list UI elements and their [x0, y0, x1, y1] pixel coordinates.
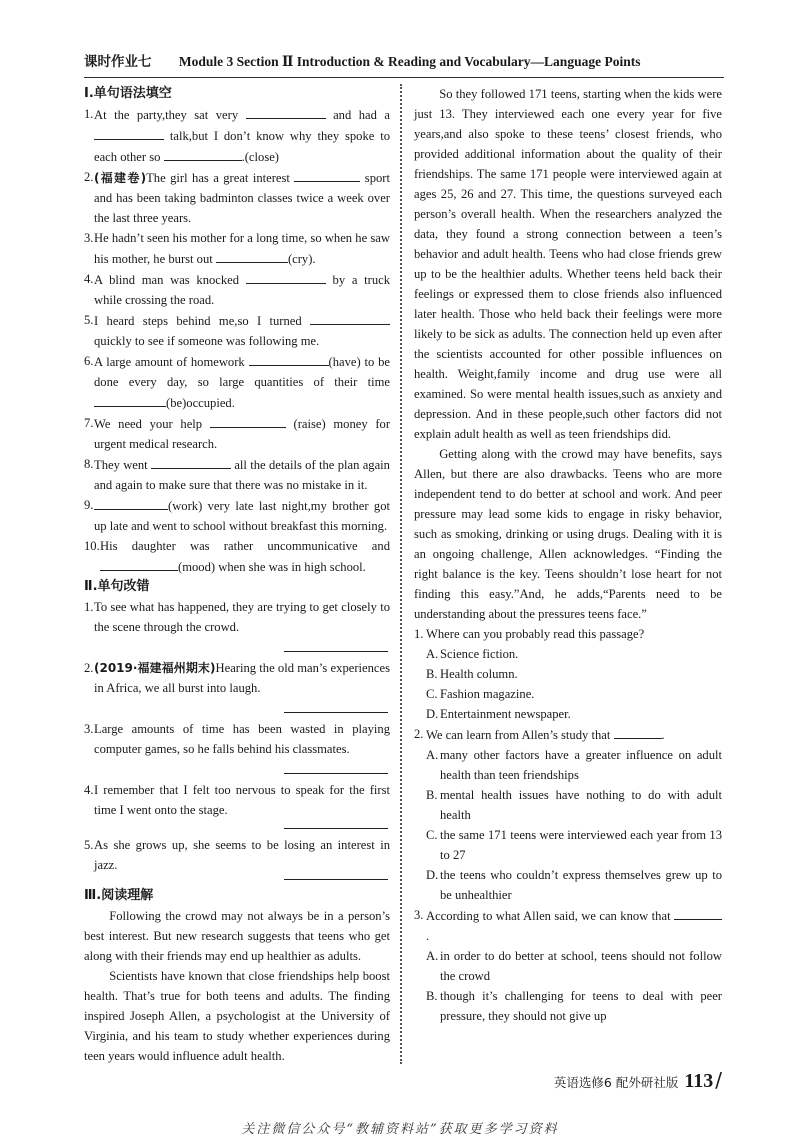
grammar-question-7: 7. We need your help (raise) money for urgent medical research. [84, 413, 390, 454]
reading-question-1: 1. Where can you probably read this passage? [414, 627, 645, 641]
answer-blank[interactable] [246, 104, 326, 119]
option-d[interactable]: D. Entertainment newspaper. [426, 707, 571, 721]
header-rule [84, 77, 724, 78]
page-title: Module 3 Section Ⅱ Introduction & Reading and Vocabulary—Language Points [178, 54, 641, 69]
option-b[interactable]: B. Health column. [426, 667, 518, 681]
option-d[interactable]: D. the teens who couldn’t express themselves grew up to be unhealthier [426, 868, 722, 902]
answer-blank[interactable] [614, 724, 662, 739]
page-header [84, 52, 724, 74]
answer-blank[interactable] [94, 392, 166, 407]
book-label: 英语选修6 配外研社版 [553, 1075, 679, 1090]
footer-slash: / [715, 1068, 722, 1092]
section-title-grammar: Ⅰ.单句语法填空 [84, 86, 172, 101]
answer-blank[interactable] [249, 351, 329, 366]
source-tag: (2019·福建福州期末) [94, 661, 216, 675]
grammar-question-8: 8. They went all the details of the plan again and again to make sure that there was no mistake in it. [84, 454, 390, 495]
reading-paragraph-2: Scientists have known that close friendships help boost health. That’s true for both teens and adults. The finding inspired Joseph Allen, a psychologist at the University of Virginia, and his team to study whether experiences during teen years would influence adult health. [84, 969, 390, 1063]
correction-question-4: 4. I remember that I felt too nervous to speak for the first time I went onto the stage. [84, 783, 390, 817]
answer-blank[interactable] [310, 310, 390, 325]
option-a[interactable]: A. Science fiction. [426, 647, 519, 661]
answer-blank[interactable] [151, 454, 231, 469]
grammar-question-2: 2. (福建卷)The girl has a great interest sport and has been taking badminton classes twice a week over the last three years. [84, 167, 390, 228]
correction-question-5: 5. As she grows up, she seems to be losing an interest in jazz. [84, 838, 390, 872]
correction-answer-line[interactable] [284, 637, 388, 652]
option-a[interactable]: A. many other factors have a greater influence on adult health than teen friendships [426, 748, 722, 782]
section-title-correction: Ⅱ.单句改错 [84, 579, 150, 594]
reading-paragraph-4: Getting along with the crowd may have benefits, says Allen, but there are also drawbacks. Teens who are more independent tend to do better at school and work. And peer pressure may lead some kids to engage in risky behavior, such as smoking, drinking or using drugs. Dealing with it is an ongoing challenge, Allen acknowledges. “Finding the right balance is the key. Teens shouldn’t lose heart for not finding this easy.”And, he adds,“Parents need to be understanding about the pressures teens face.” [414, 447, 722, 621]
grammar-question-6: 6. A large amount of homework (have) to be done every day, so large quantities of their time (be)occupied. [84, 351, 390, 413]
reading-question-3: 3. According to what Allen said, we can know that . [414, 905, 722, 946]
correction-answer-line[interactable] [284, 698, 388, 713]
answer-blank[interactable] [210, 413, 286, 428]
section-title-reading: Ⅲ.阅读理解 [84, 888, 154, 903]
reading-question-2: 2. We can learn from Allen’s study that . [414, 724, 722, 745]
correction-answer-line[interactable] [284, 759, 388, 774]
answer-blank[interactable] [94, 125, 164, 140]
right-column [414, 84, 722, 1026]
option-b[interactable]: B. mental health issues have nothing to do with adult health [426, 788, 722, 822]
answer-blank[interactable] [94, 495, 168, 510]
option-c[interactable]: C. the same 171 teens were interviewed each year from 13 to 27 [426, 828, 722, 862]
answer-blank[interactable] [294, 167, 360, 182]
column-divider [400, 84, 402, 1064]
grammar-question-4: 4. A blind man was knocked by a truck while crossing the road. [84, 269, 390, 310]
grammar-question-1: 1. At the party,they sat very and had a talk,but I don’t know why they spoke to each other so .(close) [84, 104, 390, 167]
grammar-question-5: 5. I heard steps behind me,so I turned quickly to see if someone was following me. [84, 310, 390, 351]
page-footer [532, 1070, 722, 1096]
answer-blank[interactable] [246, 269, 326, 284]
grammar-question-9: 9. (work) very late last night,my brother got up late and went to school without breakfast this morning. [84, 495, 390, 536]
answer-blank[interactable] [100, 556, 178, 571]
grammar-question-10: 10. His daughter was rather uncommunicative and (mood) when she was in high school. [84, 539, 390, 574]
answer-blank[interactable] [216, 248, 288, 263]
correction-question-1: 1. To see what has happened, they are trying to get closely to the scene through the crowd. [84, 600, 390, 634]
answer-blank[interactable] [674, 905, 722, 920]
reading-paragraph-3: So they followed 171 teens, starting when the kids were just 13. They interviewed each one every year for five years,and also spoke to these teens’ closest friends, who provided additional information about the quality of their friendships. The same 171 people were interviewed again at ages 25, 26 and 27. This time, the questions surveyed each person’s overall health. When the researchers analyzed the data, they found a strong connection between a teen’s behavior and adult health. Teens who had close friends grew up to be the healthier adults. Whether teens held back their feelings or expressed them to close friends also influenced later health. Those who held back their feelings were more likely to be sick as adults. The connection held up even after the scientists accounted for other possible influences on health. Weight,family income and drug use were all examined. So were mental health issues,such as anxiety and depression. And in these people,such other factors did not explain adult health as well as teen friendships did. [414, 87, 722, 441]
watermark-text: 关注微信公众号“教辅资料站”获取更多学习资料 [241, 1122, 559, 1137]
answer-blank[interactable] [164, 146, 242, 161]
option-c[interactable]: C. Fashion magazine. [426, 687, 535, 701]
correction-question-2: 2. (2019·福建福州期末)Hearing the old man’s experiences in Africa, we all burst into laugh. [84, 661, 390, 695]
page-number: 113 [684, 1070, 714, 1092]
lesson-label: 课时作业七 [84, 54, 152, 69]
option-b[interactable]: B. though it’s challenging for teens to deal with peer pressure, they should not give up [426, 989, 722, 1023]
source-tag: (福建卷) [94, 171, 147, 185]
reading-paragraph-1: Following the crowd may not always be in a person’s best interest. But new research suggests that teens who get along with their friends may end up healthier as adults. [84, 909, 390, 963]
left-column [84, 84, 390, 1066]
option-a[interactable]: A. in order to do better at school, teens should not follow the crowd [426, 949, 722, 983]
correction-question-3: 3. Large amounts of time has been wasted in playing computer games, so he falls behind his classmates. [84, 722, 390, 756]
grammar-question-3: 3. He hadn’t seen his mother for a long time, so when he saw his mother, he burst out (cry). [84, 231, 390, 266]
